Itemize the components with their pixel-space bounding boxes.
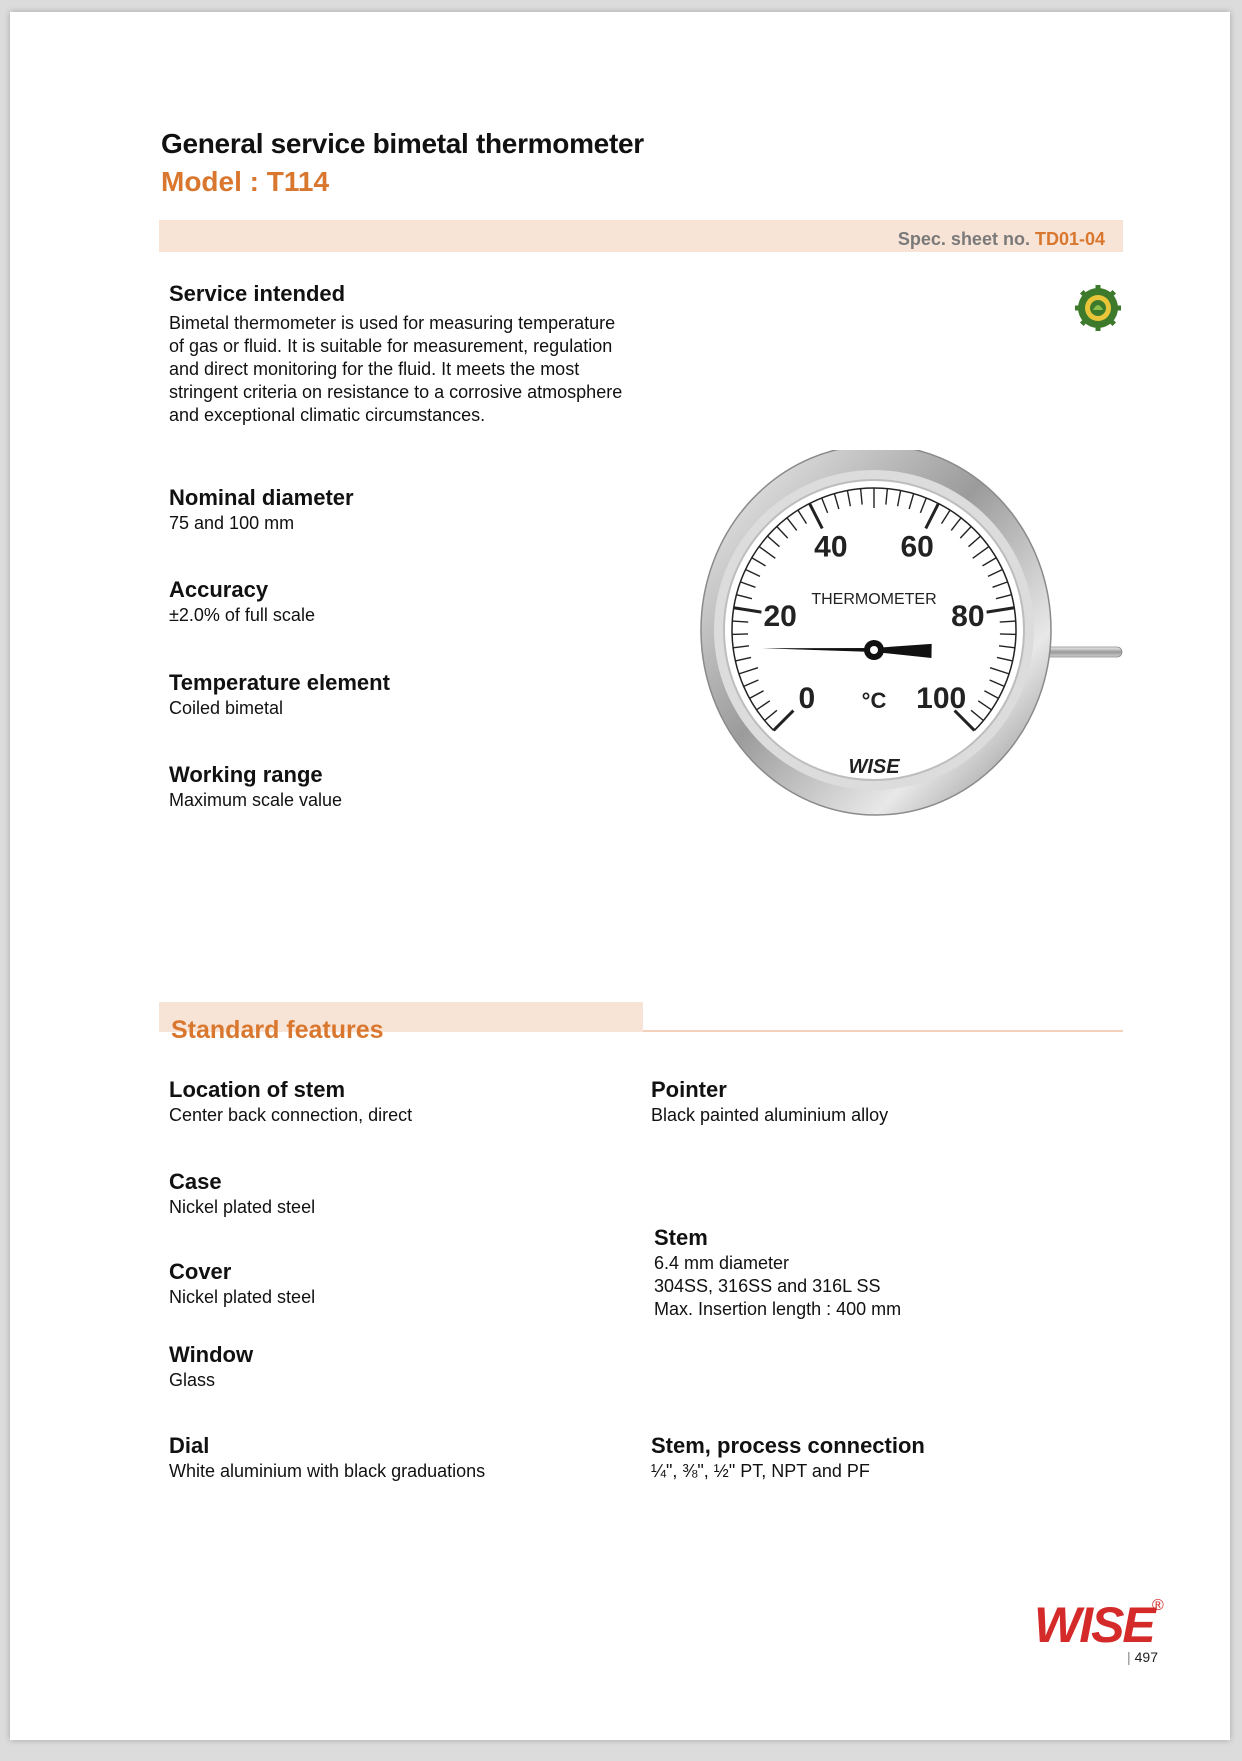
- spec-sheet-label: Spec. sheet no.: [897, 229, 1030, 249]
- feature-value: Black painted aluminium alloy: [651, 1105, 889, 1125]
- spec-heading: Temperature element: [169, 670, 390, 695]
- model-number: Model : T114: [161, 166, 330, 197]
- spec-heading: Working range: [169, 762, 323, 787]
- feature-heading: Location of stem: [169, 1077, 346, 1102]
- feature-heading: Stem, process connection: [651, 1433, 925, 1458]
- page-title: General service bimetal thermometer: [161, 128, 644, 159]
- page-number-divider: |: [1127, 1649, 1131, 1665]
- service-line: and direct monitoring for the fluid. It meets the most: [169, 359, 580, 379]
- service-line: and exceptional climatic circumstances.: [169, 405, 486, 425]
- service-line: Bimetal thermometer is used for measuring temperature: [169, 313, 616, 333]
- feature-heading: Dial: [169, 1433, 210, 1458]
- logo-text: WISE: [1034, 1597, 1154, 1648]
- feature-heading: Cover: [169, 1259, 232, 1284]
- scale-label: 80: [951, 600, 985, 634]
- feature-value: Glass: [169, 1370, 216, 1390]
- gauge-face-text: THERMOMETER: [811, 591, 937, 608]
- stem-line: 304SS, 316SS and 316L SS: [654, 1276, 881, 1296]
- wise-logo: [1030, 1590, 1166, 1648]
- standard-features-rule: [643, 1030, 1123, 1032]
- page-number-value: 497: [1134, 1649, 1158, 1665]
- scale-label: 100: [916, 682, 967, 716]
- spec-sheet-number: [898, 229, 1105, 250]
- certification-badge-icon: [1075, 285, 1121, 331]
- service-description: [169, 312, 679, 427]
- minor-tick: [732, 634, 748, 635]
- feature-value: ¼", ⅜", ½" PT, NPT and PF: [651, 1461, 870, 1481]
- thermometer-product-image: [690, 450, 1140, 840]
- scale-label: 60: [900, 530, 934, 564]
- feature-value: White aluminium with black graduations: [169, 1461, 486, 1481]
- spec-sheet-code: TD01-04: [1034, 229, 1105, 249]
- spec-heading: Nominal diameter: [169, 485, 354, 510]
- standard-features-title: Standard features: [171, 1016, 384, 1044]
- scale-label: 0: [798, 682, 816, 716]
- spec-heading: Accuracy: [169, 577, 269, 602]
- stem-line: 6.4 mm diameter: [654, 1253, 790, 1273]
- minor-tick: [1000, 634, 1016, 635]
- registered-mark: ®: [1152, 1597, 1164, 1614]
- gauge-unit: °C: [861, 688, 887, 713]
- service-line: of gas or fluid. It is suitable for measurement, regulation: [169, 336, 613, 356]
- feature-value: Center back connection, direct: [169, 1105, 413, 1125]
- scale-label: 40: [814, 530, 848, 564]
- spec-value: 75 and 100 mm: [169, 513, 295, 533]
- feature-heading: Window: [169, 1342, 254, 1367]
- scale-label: 20: [763, 600, 797, 634]
- spec-value: Maximum scale value: [169, 790, 343, 810]
- gauge-brand: WISE: [848, 756, 900, 778]
- pointer-hub-cap: [870, 646, 878, 654]
- spec-value: ±2.0% of full scale: [169, 605, 315, 625]
- feature-value: Nickel plated steel: [169, 1287, 316, 1307]
- service-line: stringent criteria on resistance to a corrosive atmosphere: [169, 382, 623, 402]
- spec-value: Coiled bimetal: [169, 698, 284, 718]
- page-number: [1127, 1649, 1158, 1665]
- stem-line: Max. Insertion length : 400 mm: [654, 1299, 902, 1319]
- feature-heading: Pointer: [651, 1077, 727, 1102]
- feature-heading: Stem: [654, 1225, 708, 1250]
- feature-value: [654, 1252, 901, 1321]
- feature-value: Nickel plated steel: [169, 1197, 316, 1217]
- service-heading: Service intended: [169, 281, 346, 306]
- feature-heading: Case: [169, 1169, 222, 1194]
